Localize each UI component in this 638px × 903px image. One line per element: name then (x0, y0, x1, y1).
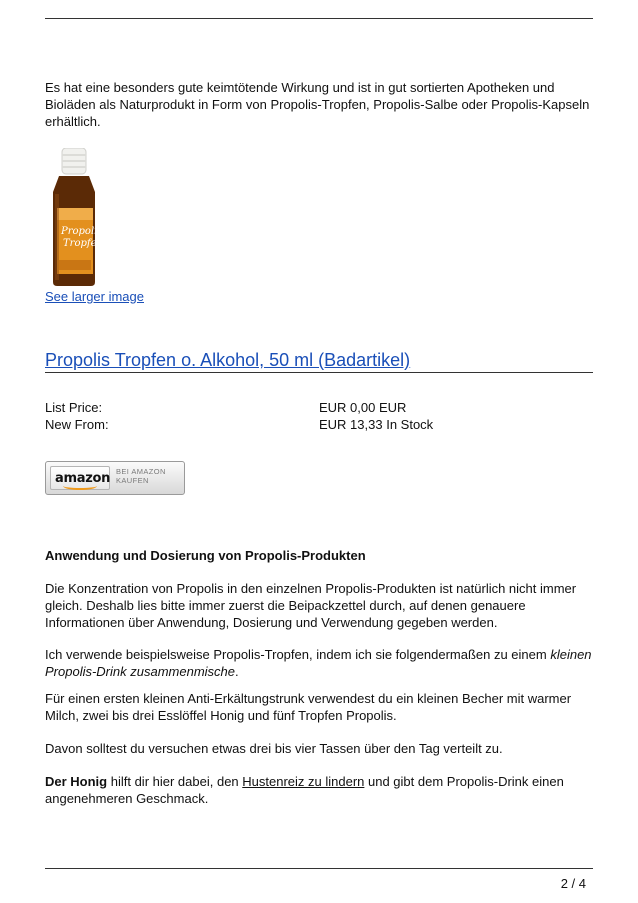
amazon-button-label: BEI AMAZON KAUFEN (116, 467, 166, 485)
intro-paragraph (45, 79, 593, 130)
list-price-label: List Price: (45, 400, 103, 415)
new-from-value: EUR 13,33 In Stock (319, 417, 434, 432)
paragraph-3-text: Für einen ersten kleinen Anti-Erkältungstrunk verwendest du ein kleinen Becher mit warmer Milch, zwei bis drei Esslöffel Honig und fünf Tropfen Propolis. (45, 691, 572, 723)
paragraph-1 (45, 580, 593, 631)
bottle-label-line1: Propolis (61, 226, 103, 237)
paragraph-4 (45, 740, 593, 757)
bottle-label-line2: Tropfen (63, 238, 103, 249)
paragraph-5-bold: Der Honig (45, 774, 108, 789)
paragraph-2-text: Ich verwende beispielsweise Propolis-Tropfen, indem ich sie folgendermaßen zu einem (45, 647, 551, 662)
paragraph-3 (45, 690, 593, 724)
title-rule (45, 372, 593, 373)
bottom-rule (45, 868, 593, 869)
intro-text: Es hat eine besonders gute keimtötende Wirkung und ist in gut sortierten Apotheken und Bioläden als Naturprodukt in Form von Propolis-Tropfen, Propolis-Salbe oder Propolis-Kapseln erhältlich. (45, 80, 590, 129)
section-heading-text: Anwendung und Dosierung von Propolis-Produkten (45, 548, 366, 563)
product-bottle-image[interactable] (45, 148, 105, 288)
new-from-label: New From: (45, 417, 109, 432)
see-larger-image-link[interactable]: See larger image (45, 289, 144, 304)
buy-at-amazon-button[interactable] (45, 461, 185, 495)
paragraph-5: Der Honig hilft dir hier dabei, den Hustenreiz zu lindern und gibt dem Propolis-Drink einen angenehmeren Geschmack. (45, 774, 564, 806)
paragraph-2: Ich verwende beispielsweise Propolis-Tropfen, indem ich sie folgendermaßen zu einem kleinen Propolis-Drink zusammenmische. (45, 647, 592, 679)
paragraph-4-text: Davon solltest du versuchen etwas drei bis vier Tassen über den Tag verteilt zu. (45, 741, 503, 756)
top-rule (45, 18, 593, 19)
page-number: 2 / 4 (560, 876, 586, 891)
amazon-logo: amazon (50, 466, 110, 490)
list-price-row (45, 399, 593, 416)
hustenreiz-link[interactable]: Hustenreiz zu lindern (242, 774, 365, 789)
list-price-value: EUR 0,00 EUR (319, 400, 407, 415)
paragraph-1-text: Die Konzentration von Propolis in den einzelnen Propolis-Produkten ist natürlich nicht immer gleich. Deshalb lies bitte immer zuerst die Beipackzettel durch, auf denen genauere Informationen über Anwendung, Dosierung und Verwendung gegeben werden. (45, 581, 577, 630)
product-title-link[interactable]: Propolis Tropfen o. Alkohol, 50 ml (Badartikel) (45, 350, 411, 370)
paragraph-2-italic: kleinen Propolis-Drink zusammenmische (45, 647, 592, 679)
section-heading (45, 547, 593, 564)
amazon-smile-icon (63, 482, 97, 490)
new-from-row (45, 416, 593, 433)
